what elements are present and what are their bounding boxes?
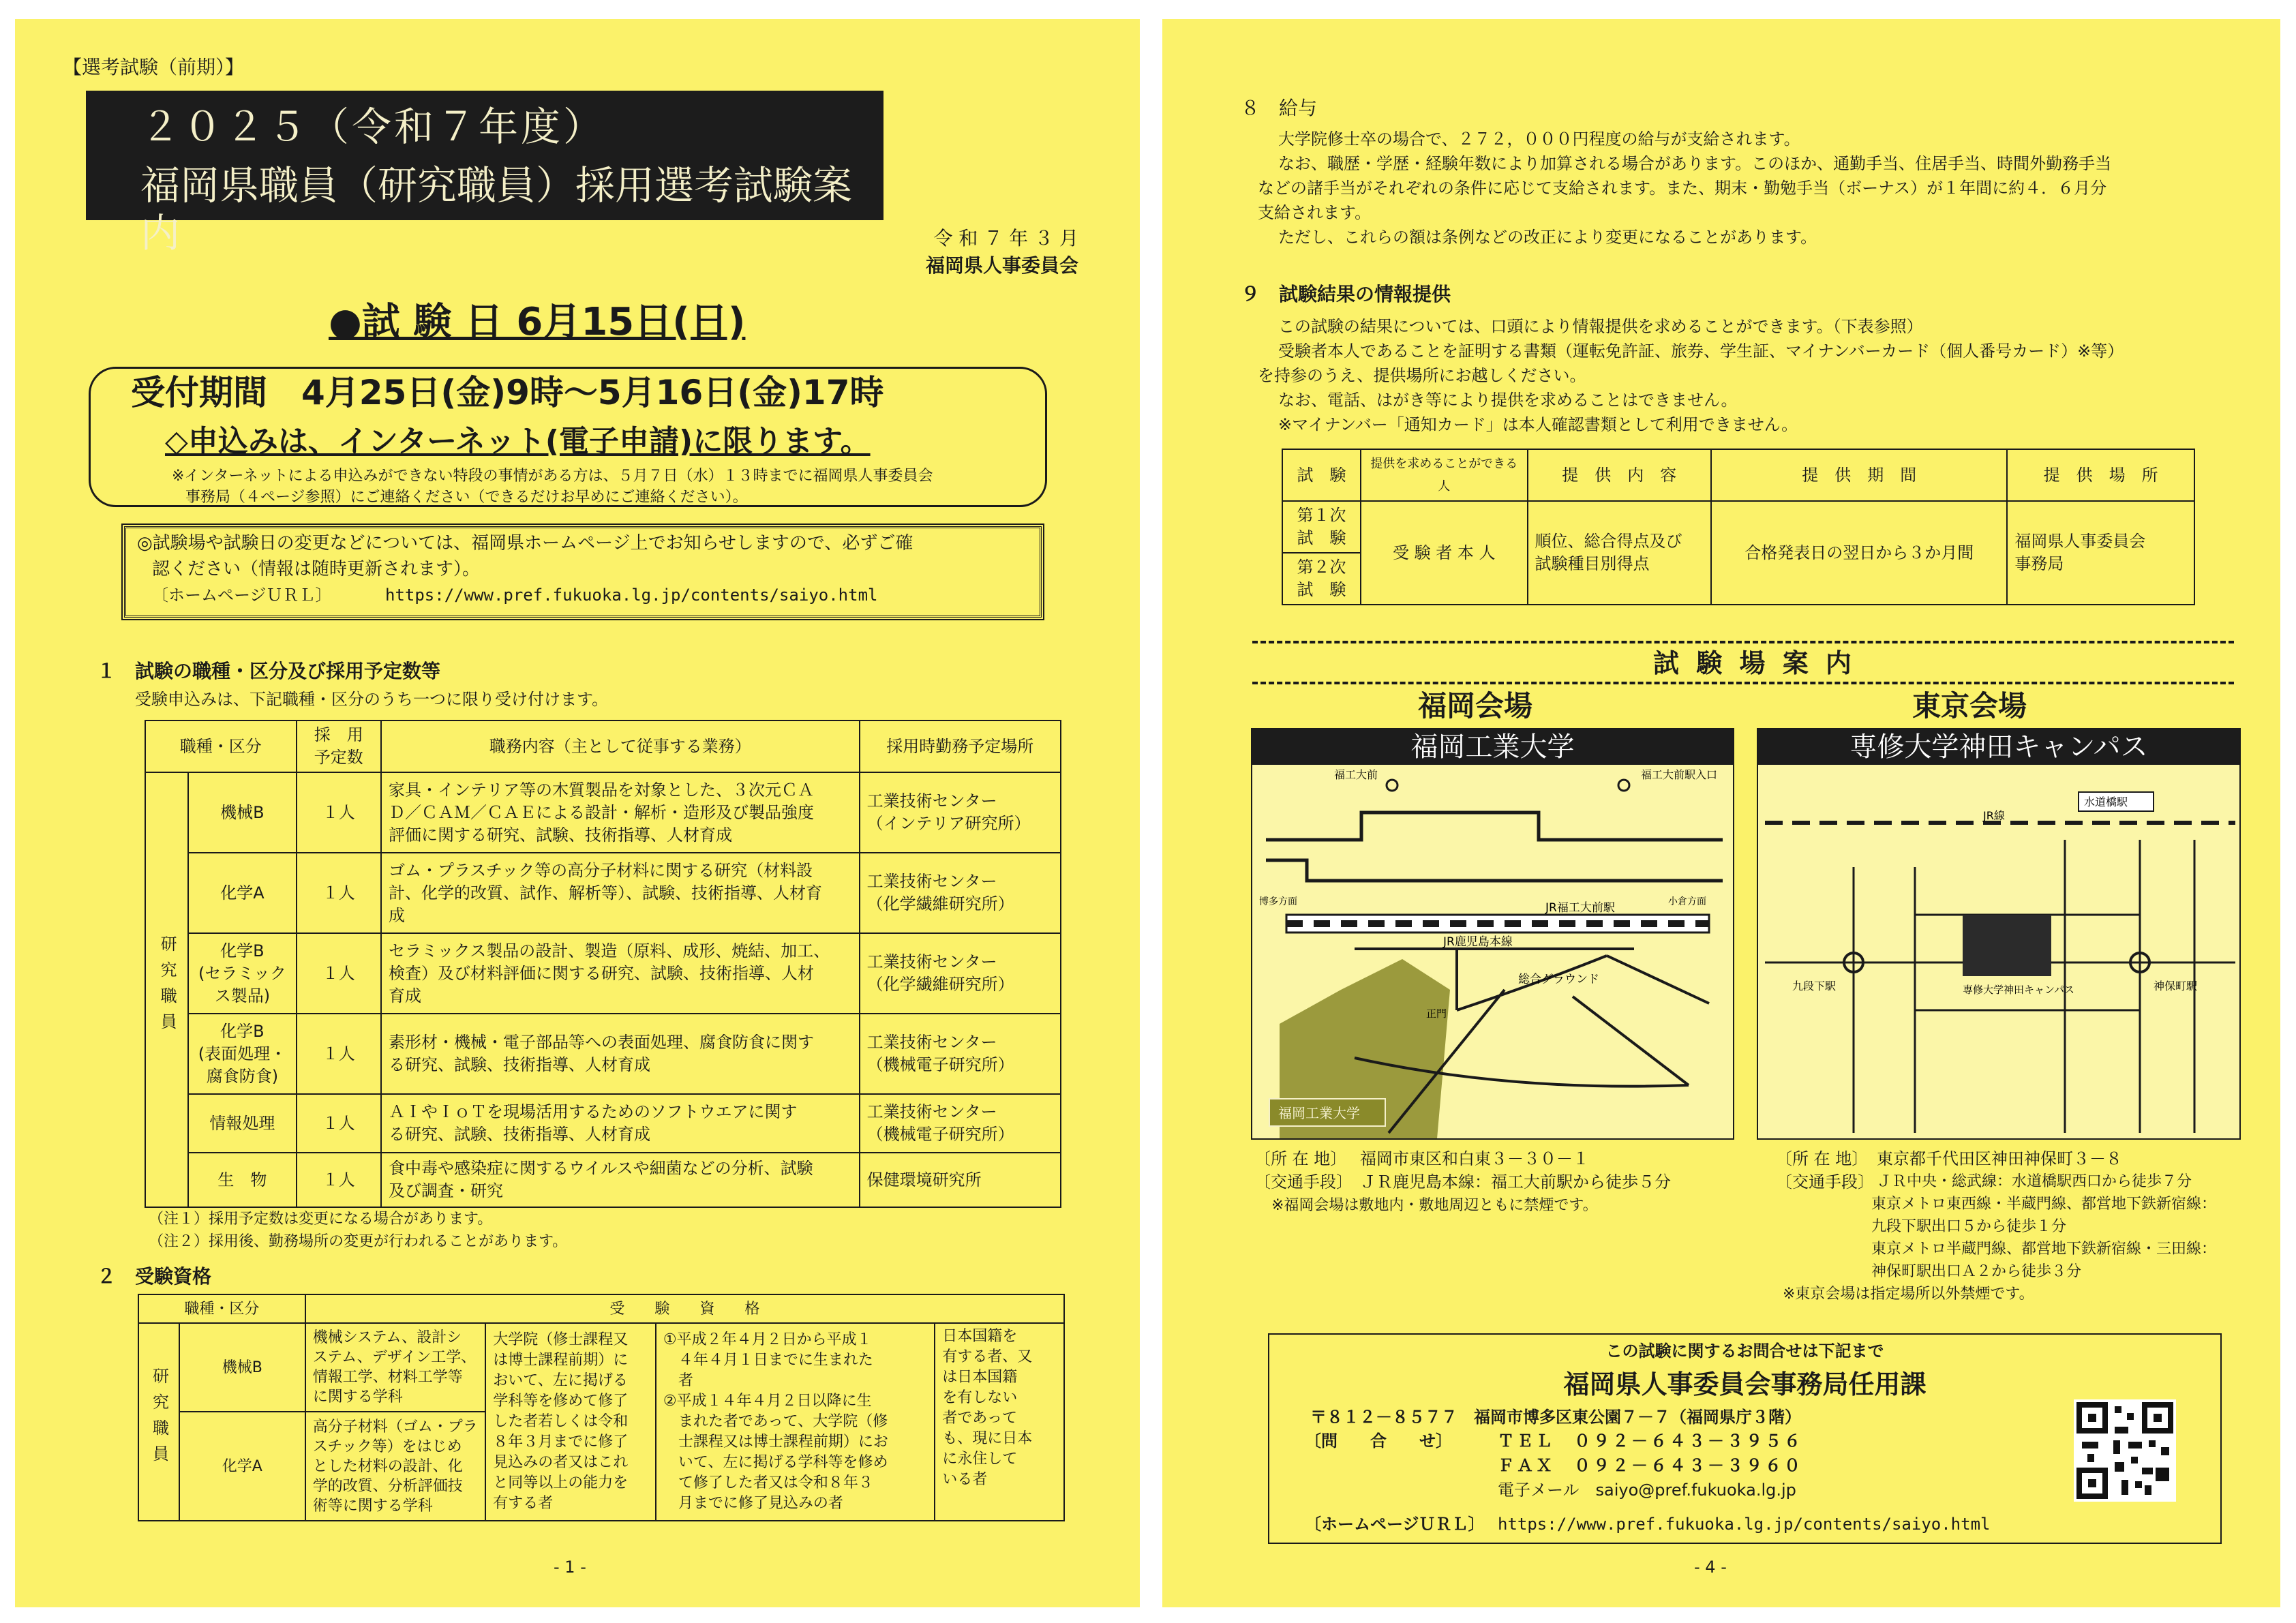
fukuoka-address: 福岡市東区和白東３－３０－１ <box>1360 1149 1589 1168</box>
th-who: 提供を求めることができる人 <box>1361 449 1528 501</box>
row-name: 情報処理 <box>188 1094 296 1153</box>
cell-line: 術等に関する学科 <box>312 1497 433 1515</box>
row-count: １人 <box>297 1153 381 1207</box>
duty-line: 素形材・機械・電子部品等への表面処理、腐食防食に関す <box>389 1033 815 1052</box>
page-4 <box>1162 19 2280 1607</box>
tokyo-transport: ＪＲ中央・総武線：水道橋駅西口から徒歩７分 <box>1877 1173 2192 1190</box>
map-suidobashi: 水道橋駅 <box>2084 795 2128 808</box>
qr-code[interactable] <box>2074 1399 2176 1502</box>
duty-line: 家具・インテリア等の木質製品を対象とした、３次元ＣＡ <box>389 780 815 800</box>
exam-label: 第２次 <box>1297 558 1346 577</box>
section9-title: ９ 試験結果の情報提供 <box>1241 283 1451 305</box>
cell-line: ステム、デザイン工学、 <box>312 1349 477 1366</box>
th-duties: 職務内容（主として従事する業務） <box>381 721 860 772</box>
row-name: 化学B <box>220 941 265 960</box>
contact-hp-label: 〔ホームページＵＲＬ〕 <box>1305 1515 1485 1534</box>
row-count: １人 <box>297 772 381 853</box>
row-name-2: (セラミック <box>198 963 286 983</box>
exam-label: 第１次 <box>1297 506 1346 525</box>
cell-line: も、現に日本 <box>942 1430 1033 1447</box>
row-name: 化学A <box>179 1412 305 1521</box>
duty-line: ゴム・プラスチック等の高分子材料に関する研究（材料設 <box>389 860 813 880</box>
row-count: １人 <box>297 1094 381 1153</box>
map-east: 小倉方面 <box>1668 896 1706 907</box>
tokyo-address-label: 〔所 在 地〕 <box>1776 1149 1869 1168</box>
row-name-2: (表面処理・ <box>198 1044 287 1063</box>
contact-label: 〔問 合 せ〕 <box>1305 1431 1452 1451</box>
note-1: （注１）採用予定数は変更になる場合があります。 <box>149 1211 493 1228</box>
th-category: 職種・区分 <box>138 1294 305 1323</box>
row-name: 化学A <box>188 853 296 933</box>
map-jimbocho: 神保町駅 <box>2154 980 2198 992</box>
cell-line: 有する者 <box>493 1495 554 1512</box>
row-name-3: 腐食防食) <box>206 1066 279 1086</box>
issue-date: 令 和 ７ 年 ３ 月 <box>933 227 1078 249</box>
cell-line: は日本国籍 <box>942 1369 1018 1386</box>
notice-hp-url[interactable]: https://www.pref.fukuoka.lg.jp/contents/saiyo.html <box>385 586 878 605</box>
place-line: 福岡県人事委員会 <box>2014 532 2146 551</box>
exam-day: ●試 験 日 6月15日(日) <box>329 300 746 344</box>
page-1 <box>15 19 1140 1607</box>
th-office: 採用時勤務予定場所 <box>860 721 1061 772</box>
cell-line: 高分子材料（ゴム・プラ <box>312 1418 478 1436</box>
duty-line: 育成 <box>389 986 422 1005</box>
office-line: 工業技術センター <box>866 791 997 810</box>
cell-line: 機械システム、設計シ <box>312 1329 462 1346</box>
cell-line: した者若しくは令和 <box>493 1413 629 1430</box>
th-period: 提 供 期 間 <box>1711 449 2007 501</box>
table-row <box>145 933 1061 1014</box>
notice-line-2: 認ください（情報は随時更新されます）。 <box>152 559 481 579</box>
cell-line: 者 <box>663 1372 693 1389</box>
cell-line: まれた者であって、大学院（修 <box>663 1413 888 1430</box>
duty-line: る研究、試験、技術指導、人材育成 <box>389 1125 651 1144</box>
fukuoka-venue-label: 福岡会場 <box>1418 689 1533 723</box>
th-qualification: 受 験 資 格 <box>305 1294 1064 1323</box>
table-row <box>145 1014 1061 1094</box>
cell-line: 情報工学、材料工学等 <box>312 1369 463 1386</box>
title-band <box>86 91 883 256</box>
duty-line: る研究、試験、技術指導、人材育成 <box>389 1055 651 1074</box>
map-stop-1: 福工大前 <box>1334 768 1378 781</box>
page-number: - 1 - <box>554 1558 586 1577</box>
th-exam: 試 験 <box>1282 449 1361 501</box>
page-number: - 4 - <box>1694 1558 1727 1577</box>
duty-line: セラミックス製品の設計、製造（原料、成形、焼結、加工、 <box>389 941 830 960</box>
salary-line: 大学院修士卒の場合で、２７２，０００円程度の給与が支給されます。 <box>1278 130 1800 149</box>
salary-line: 支給されます。 <box>1258 203 1372 222</box>
map-kudanshita: 九段下駅 <box>1792 980 1837 992</box>
row-name-3: ス製品) <box>214 986 271 1005</box>
salary-line: などの諸手当がそれぞれの条件に応じて支給されます。また、期末・勤勉手当（ボーナス）が１年間に約４．６月分 <box>1258 179 2107 198</box>
map-station: JR福工大前駅 <box>1545 901 1615 915</box>
cell-line: ②平成１４年４月２日以降に生 <box>663 1393 872 1410</box>
row-name: 生 物 <box>188 1153 296 1207</box>
tokyo-venue-label: 東京会場 <box>1912 689 2027 723</box>
map-rail-line: JR鹿児島本線 <box>1443 935 1513 949</box>
contact-heading: この試験に関するお問合せは下記まで <box>1605 1341 1884 1361</box>
office-line: （インテリア研究所） <box>866 814 1031 833</box>
venue-heading: 試 験 場 案 内 <box>1653 648 1856 678</box>
notice-box <box>124 526 1042 618</box>
page-title: 福岡県職員（研究職員）採用選考試験案内 <box>140 162 853 256</box>
duty-line: ＡＩやＩｏＴを現場活用するためのソフトウエアに関す <box>389 1102 798 1121</box>
th-count-2: 予定数 <box>314 748 363 767</box>
th-content: 提 供 内 容 <box>1528 449 1712 501</box>
fukuoka-venue-name: 福岡工業大学 <box>1252 729 1733 765</box>
cell-line: ８年３月までに修了 <box>493 1434 629 1451</box>
cell-line: 者であって <box>942 1410 1017 1427</box>
cell-line: ①平成２年４月２日から平成１ <box>663 1331 872 1348</box>
office-line: 保健環境研究所 <box>860 1153 1061 1207</box>
salary-line: ただし、これらの額は条例などの改正により変更になることがあります。 <box>1278 228 1817 247</box>
map-campus-label: 福岡工業大学 <box>1278 1105 1360 1121</box>
th-count <box>297 721 381 772</box>
office-line: 工業技術センター <box>866 1102 997 1121</box>
map-ground: 総合グラウンド <box>1518 973 1599 986</box>
duty-line: 検査）及び材料評価に関する研究、試験、技術指導、人材 <box>389 963 815 983</box>
note-2: （注２）採用後、勤務場所の変更が行われることがあります。 <box>149 1233 568 1250</box>
notice-hp-label: 〔ホームページＵＲＬ〕 <box>152 586 332 605</box>
contact-fax: ＦＡＸ ０９２－６４３－３９６０ <box>1498 1456 1803 1475</box>
map-tokyo-campus: 専修大学神田キャンパス <box>1963 984 2074 996</box>
period-cell: 合格発表日の翌日から３か月間 <box>1711 501 2007 605</box>
th-count-1: 採 用 <box>314 725 363 744</box>
office-line: （化学繊維研究所） <box>866 975 1014 994</box>
row-name: 機械B <box>188 772 296 853</box>
tokyo-map-drawing <box>1758 765 2239 1138</box>
th-category: 職種・区分 <box>145 721 297 772</box>
internet-note-2: 事務局（４ページ参照）にご連絡ください（できるだけお早めにご連絡ください）。 <box>185 489 748 506</box>
fukuoka-transport: ＪＲ鹿児島本線：福工大前駅から徒歩５分 <box>1360 1172 1671 1192</box>
office-line: （機械電子研究所） <box>866 1055 1014 1074</box>
qualification-table <box>138 1294 1065 1521</box>
title-year: ２０２５（令和７年度） <box>140 104 606 150</box>
section1-subtitle: 受験申込みは、下記職種・区分のうち一つに限り受け付けます。 <box>135 690 609 709</box>
info-table <box>1282 449 2195 605</box>
section2-title: ２ 受験資格 <box>97 1265 212 1288</box>
cell-line: いる者 <box>942 1471 988 1488</box>
cell-line: 見込みの者又はこれ <box>493 1454 629 1471</box>
exam-label: 試 験 <box>1297 528 1346 547</box>
fukuoka-map <box>1251 728 1734 1140</box>
th-place: 提 供 場 所 <box>2007 449 2194 501</box>
cell-line: て修了した者又は令和８年３ <box>663 1474 873 1491</box>
tokyo-address: 東京都千代田区神田神保町３－８ <box>1877 1149 2122 1168</box>
tokyo-venue-name: 専修大学神田キャンパス <box>1758 729 2239 765</box>
office-line: （機械電子研究所） <box>866 1125 1014 1144</box>
row-name: 化学B <box>220 1021 265 1041</box>
group-label: 研究職員 <box>157 935 177 1039</box>
cell-line: に関する学科 <box>312 1389 403 1406</box>
issuer: 福岡県人事委員会 <box>925 254 1078 277</box>
info-line: を持参のうえ、提供場所にお越しください。 <box>1258 366 1586 385</box>
duty-line: Ｄ／ＣＡＭ／ＣＡＥによる設計・解析・造形及び製品強度 <box>389 802 815 822</box>
map-stop-2: 福工大前駅入口 <box>1641 768 1718 781</box>
who-cell: 受 験 者 本 人 <box>1361 501 1528 605</box>
cell-line: 士課程又は博士課程前期）にお <box>663 1434 888 1451</box>
table-row <box>1282 501 2194 553</box>
tokyo-transport: 東京メトロ半蔵門線、都営地下鉄新宿線・三田線： <box>1871 1241 2217 1258</box>
cell-line: 月までに修了見込みの者 <box>663 1495 843 1512</box>
salary-line: なお、職歴・学歴・経験年数により加算される場合があります。このほか、通勤手当、住居手当、時間外勤務手当 <box>1278 154 2112 173</box>
map-jr: JR線 <box>1983 809 2005 822</box>
duty-line: 評価に関する研究、試験、技術指導、人材育成 <box>389 825 733 845</box>
fukuoka-address-label: 〔所 在 地〕 <box>1254 1149 1347 1168</box>
notice-line-1: ◎試験場や試験日の変更などについては、福岡県ホームページ上でお知らせしますので、必ずご確 <box>137 533 913 553</box>
cell-line: と同等以上の能力を <box>493 1474 629 1491</box>
cell-line: おいて、左に掲げる <box>493 1372 628 1389</box>
table-row <box>145 1094 1061 1153</box>
row-count: １人 <box>297 933 381 1014</box>
row-count: １人 <box>297 1014 381 1094</box>
fukuoka-transport-label: 〔交通手段〕 <box>1254 1172 1353 1192</box>
positions-table <box>145 720 1061 1208</box>
office-line: 工業技術センター <box>866 952 997 971</box>
divider-top <box>1252 641 2234 643</box>
cell-line: 学科等を修めて修了 <box>493 1393 629 1410</box>
divider-bottom <box>1252 682 2234 684</box>
section1-title: １ 試験の職種・区分及び採用予定数等 <box>97 660 441 682</box>
group-label: 研究職員 <box>149 1367 169 1471</box>
internet-note-1: ※インターネットによる申込みができない特段の事情がある方は、５月７日（水）１３時までに福岡県人事委員会 <box>172 468 933 485</box>
content-line: 試験種目別得点 <box>1535 554 1650 573</box>
contact-box <box>1268 1333 2222 1544</box>
cell-line: に永住して <box>942 1451 1018 1468</box>
tokyo-transport-label: 〔交通手段〕 <box>1776 1172 1874 1192</box>
tokyo-note: ※東京会場は指定場所以外禁煙です。 <box>1783 1286 2034 1303</box>
table-row <box>145 853 1061 933</box>
contact-hp-url[interactable]: https://www.pref.fukuoka.lg.jp/contents/saiyo.html <box>1498 1515 1991 1534</box>
exam-label: 試 験 <box>1297 580 1346 599</box>
contact-address: 〒８１２－８５７７ 福岡市博多区東公園７－７（福岡県庁３階） <box>1310 1408 1801 1427</box>
cell-line: とした材料の設計、化 <box>312 1457 463 1475</box>
cell-line: を有しない <box>942 1389 1018 1406</box>
tokyo-transport: 東京メトロ東西線・半蔵門線、都営地下鉄新宿線： <box>1871 1196 2217 1213</box>
cell-line: 大学院（修士課程又 <box>493 1331 629 1348</box>
tokyo-map <box>1757 728 2241 1140</box>
section8-title: ８ 給与 <box>1241 97 1318 119</box>
info-line: 受験者本人であることを証明する書類（運転免許証、旅券、学生証、マイナンバーカード（個人番号カード）※等） <box>1278 342 2124 361</box>
row-count: １人 <box>297 853 381 933</box>
duty-line: 食中毒や感染症に関するウイルスや細菌などの分析、試験 <box>389 1159 813 1178</box>
duty-line: 成 <box>389 905 406 925</box>
cell-line: いて、左に掲げる学科等を修め <box>663 1454 888 1471</box>
fukuoka-map-drawing <box>1252 765 1733 1138</box>
place-line: 事務局 <box>2014 554 2064 573</box>
cell-line: スチック等）をはじめ <box>312 1438 462 1455</box>
office-line: 工業技術センター <box>866 1033 997 1052</box>
table-row <box>138 1323 1064 1412</box>
info-line: ※マイナンバー「通知カード」は本人確認書類として利用できません。 <box>1278 415 1798 434</box>
cell-line: 有する者、又 <box>942 1348 1033 1365</box>
map-gate: 正門 <box>1426 1007 1447 1020</box>
contact-tel[interactable]: ＴＥＬ ０９２－６４３－３９５６ <box>1498 1431 1803 1451</box>
map-west: 博多方面 <box>1259 896 1297 907</box>
contact-email[interactable]: 電子メール saiyo@pref.fukuoka.lg.jp <box>1498 1481 1796 1500</box>
duty-line: 及び調査・研究 <box>389 1181 504 1200</box>
tokyo-transport: 神保町駅出口Ａ２から徒歩３分 <box>1871 1263 2082 1280</box>
table-row <box>145 1153 1061 1207</box>
row-name: 機械B <box>179 1323 305 1412</box>
fukuoka-note: ※福岡会場は敷地内・敷地周辺ともに禁煙です。 <box>1271 1197 1598 1214</box>
info-line: この試験の結果については、口頭により情報提供を求めることができます。（下表参照） <box>1278 317 1923 336</box>
table-row <box>145 772 1061 853</box>
exam-type-tag: 【選考試験（前期）】 <box>63 56 245 78</box>
duty-line: 計、化学的改質、試作、解析等）、試験、技術指導、人材育 <box>389 883 823 902</box>
tokyo-transport: 九段下駅出口５から徒歩１分 <box>1871 1218 2067 1235</box>
cell-line: 学的改質、分析評価技 <box>312 1477 463 1495</box>
cell-line: ４年４月１日までに生まれた <box>663 1352 873 1369</box>
content-line: 順位、総合得点及び <box>1535 532 1682 551</box>
office-line: （化学繊維研究所） <box>866 894 1014 913</box>
internet-only: ◇申込みは、インターネット(電子申請)に限ります。 <box>165 424 871 459</box>
info-line: なお、電話、はがき等により提供を求めることはできません。 <box>1278 391 1738 410</box>
office-line: 工業技術センター <box>866 872 997 891</box>
contact-org: 福岡県人事委員会事務局任用課 <box>1563 1369 1927 1399</box>
cell-line: は博士課程前期）に <box>493 1352 629 1369</box>
cell-line: 日本国籍を <box>942 1328 1018 1345</box>
reception-period: 受付期間 4月25日(金)9時～5月16日(金)17時 <box>131 373 884 412</box>
